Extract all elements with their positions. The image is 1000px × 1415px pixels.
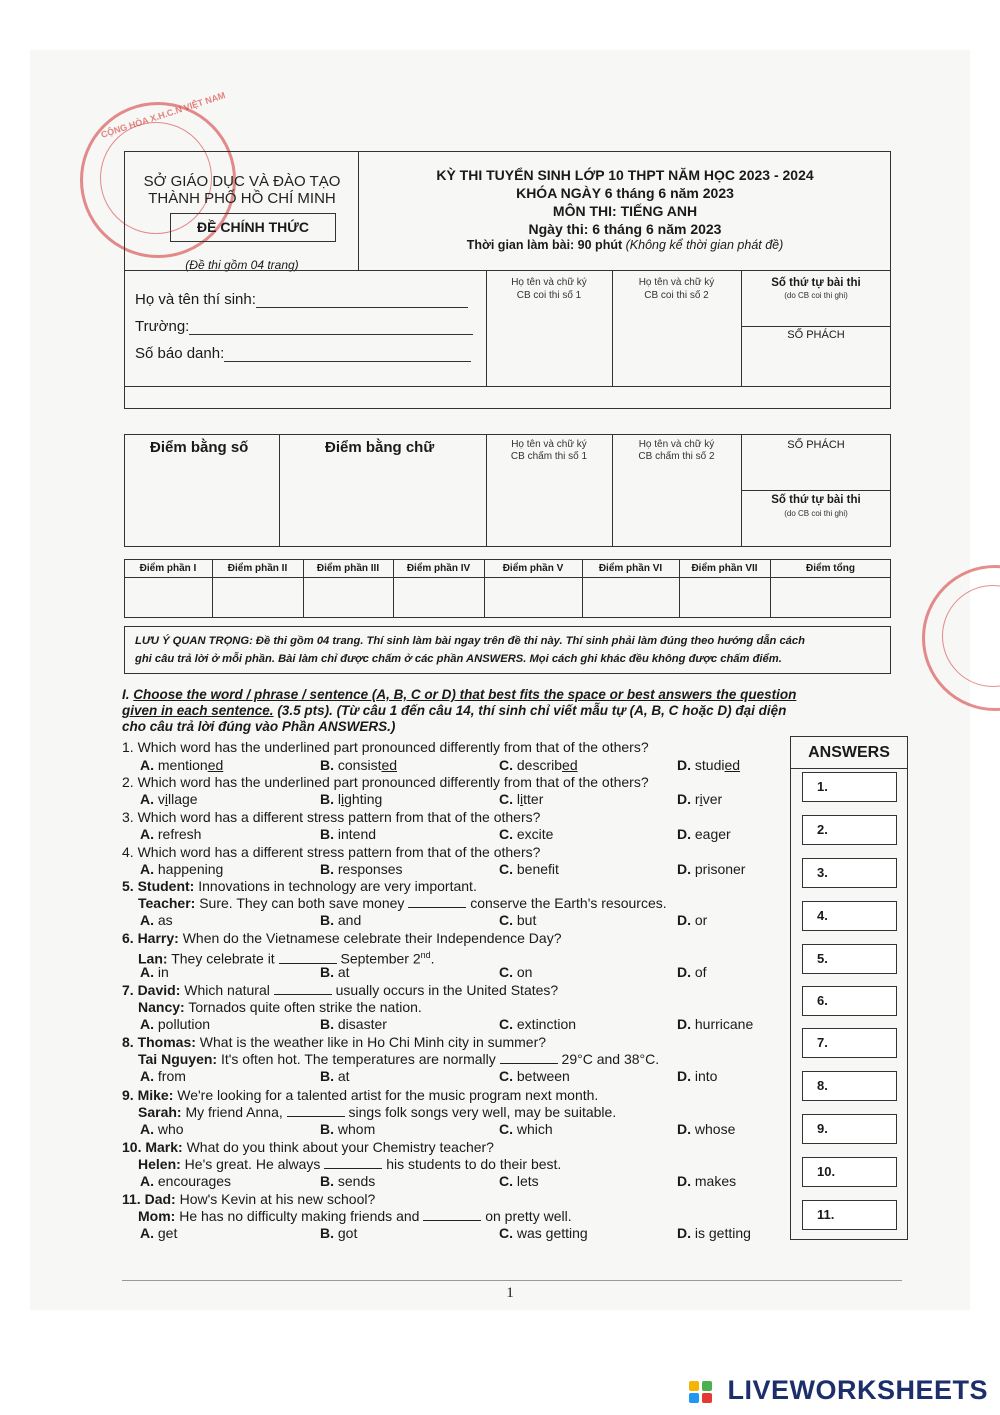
question-7-line-2 [138, 999, 422, 1015]
speaker-name: Tai Nguyen: [138, 1051, 218, 1067]
exam-subject: MÔN THI: TIẾNG ANH [552, 203, 698, 219]
line-text: 29°C and 38°C. [557, 1051, 660, 1067]
option-underlined: i [520, 791, 524, 807]
option-letter: D. [677, 757, 691, 773]
question-10-option-a [140, 1173, 231, 1189]
option-letter: C. [499, 861, 513, 877]
option-underlined: ed [562, 757, 578, 773]
line-text: Tornados quite often strike the nation. [184, 999, 422, 1015]
option-text: hurricane [694, 1016, 754, 1032]
option-letter: A. [140, 912, 154, 928]
duration-text: Thời gian làm bài: 90 phút [466, 238, 623, 252]
option-text: at [337, 964, 350, 980]
answer-box-3[interactable]: 3. [802, 858, 897, 888]
question-8-option-a [140, 1068, 186, 1084]
question-9-option-d [677, 1121, 735, 1137]
option-letter: D. [677, 1068, 691, 1084]
proctor2-line1: Họ tên và chữ ký [638, 277, 715, 288]
question-5-line-2 [138, 895, 667, 911]
option-underlined: ed [381, 757, 398, 773]
proctor2-line2: CB coi thi số 2 [644, 290, 709, 301]
option-letter: D. [677, 1121, 691, 1137]
option-letter: B. [320, 861, 334, 877]
line-text: We're looking for a talented artist for the music program next month. [173, 1087, 599, 1103]
answer-box-5[interactable]: 5. [802, 944, 897, 974]
part-score-label-7: Điểm phần VII [691, 563, 758, 574]
question-10-option-c [499, 1173, 539, 1189]
option-text: mention [157, 757, 208, 773]
question-10-line-2 [138, 1156, 561, 1172]
question-8-option-d [677, 1068, 717, 1084]
question-4-option-a [140, 861, 223, 877]
question-4-option-b [320, 861, 402, 877]
option-text: but [516, 912, 537, 928]
question-10-line-1 [122, 1139, 494, 1155]
question-11-line-1 [122, 1191, 375, 1207]
option-letter: C. [499, 1068, 513, 1084]
line-text: They celebrate it [167, 950, 279, 967]
answers-title: ANSWERS [808, 744, 890, 761]
question-11-option-b [320, 1225, 357, 1241]
answer-box-7[interactable]: 7. [802, 1028, 897, 1058]
option-text: benefit [516, 861, 559, 877]
answer-blank[interactable] [274, 982, 332, 995]
question-4-stem: 4. Which word has a different stress pattern from that of the others? [122, 844, 541, 860]
option-letter: D. [677, 861, 691, 877]
option-text: between [516, 1068, 570, 1084]
line-text: My friend Anna, [181, 1104, 287, 1120]
line-text: Which natural [180, 982, 274, 998]
option-underlined: ed [207, 757, 224, 773]
answer-box-8[interactable]: 8. [802, 1071, 897, 1101]
part-score-label-3: Điểm phần III [316, 563, 380, 574]
question-4-option-d [677, 861, 745, 877]
question-7-option-a [140, 1016, 210, 1032]
option-text: encourages [157, 1173, 232, 1189]
question-8-option-c [499, 1068, 570, 1084]
option-text: which [516, 1121, 553, 1137]
line-text: . [430, 950, 435, 967]
proctor1-line2: CB coi thi số 1 [516, 290, 582, 301]
option-text: intend [337, 826, 377, 842]
speaker-name: 5. Student: [122, 878, 195, 894]
official-label: ĐỀ CHÍNH THỨC [197, 219, 309, 235]
option-letter: B. [320, 964, 334, 980]
option-letter: B. [320, 1016, 334, 1032]
org-name-line1: SỞ GIÁO DỤC VÀ ĐÀO TẠO [143, 173, 341, 190]
option-letter: D. [677, 912, 691, 928]
section-instructions [122, 687, 902, 735]
part-score-label-8: Điểm tổng [806, 563, 855, 574]
option-text: in [157, 964, 169, 980]
candidate-id-line [224, 347, 471, 362]
option-letter: B. [320, 1225, 334, 1241]
line-text: What do you think about your Chemistry teacher? [182, 1139, 494, 1155]
question-1-option-a [140, 757, 223, 773]
option-text: lets [516, 1173, 539, 1189]
answer-box-1[interactable]: 1. [802, 772, 897, 802]
option-letter: A. [140, 1068, 154, 1084]
answer-box-6[interactable]: 6. [802, 986, 897, 1016]
school-line [189, 320, 473, 335]
question-2-option-a [140, 791, 198, 807]
question-6-line-1 [122, 930, 561, 946]
answer-blank[interactable] [500, 1051, 558, 1064]
option-text: ver [702, 791, 723, 807]
option-text: llage [168, 791, 198, 807]
section-number: I. [122, 687, 130, 702]
score-in-numbers: Điểm bằng số [150, 439, 249, 456]
answer-blank[interactable] [279, 951, 337, 964]
question-7-option-b [320, 1016, 387, 1032]
line-text: sings folk songs very well, may be suitable. [344, 1104, 617, 1120]
option-letter: B. [320, 1173, 334, 1189]
option-text: of [694, 964, 707, 980]
question-1-option-d [677, 757, 740, 773]
option-letter: A. [140, 1225, 154, 1241]
speaker-name: 7. David: [122, 982, 181, 998]
proctor1-line1: Họ tên và chữ ký [511, 277, 587, 288]
option-text: or [694, 912, 708, 928]
option-letter: C. [499, 1016, 513, 1032]
speaker-name: Mom: [138, 1208, 176, 1224]
option-text: studi [694, 757, 725, 773]
grading-order-label: Số thứ tự bài thi [771, 494, 861, 506]
speaker-name: Lan: [138, 950, 168, 967]
speaker-name: Helen: [138, 1156, 181, 1172]
option-letter: B. [320, 1068, 334, 1084]
question-3-option-a [140, 826, 201, 842]
question-7-option-c [499, 1016, 576, 1032]
line-text: He's great. He always [180, 1156, 325, 1172]
question-9-line-1 [122, 1087, 598, 1103]
question-5-option-d [677, 912, 707, 928]
option-text: excite [516, 826, 554, 842]
duration-note: (Không kể thời gian phát đề) [625, 238, 784, 252]
exam-session: KHÓA NGÀY 6 tháng 6 năm 2023 [516, 185, 734, 201]
ordinal-suffix: nd [420, 950, 431, 960]
speaker-name: 11. Dad: [122, 1191, 176, 1207]
option-underlined: i [699, 791, 703, 807]
candidate-name-label: Họ và tên thí sinh: [135, 291, 256, 308]
answer-box-11[interactable]: 11. [802, 1200, 897, 1230]
option-letter: A. [140, 826, 154, 842]
question-6-option-d [677, 964, 707, 980]
question-5-option-b [320, 912, 361, 928]
option-text: disaster [337, 1016, 387, 1032]
score-in-words: Điểm bằng chữ [325, 439, 435, 456]
option-text: tter [523, 791, 544, 807]
question-8-line-2 [138, 1051, 659, 1067]
line-text: Sure. They can both save money [195, 895, 409, 911]
option-text: at [337, 1068, 350, 1084]
org-name-line2: THÀNH PHỐ HỒ CHÍ MINH [148, 190, 336, 207]
option-text: consist [337, 757, 382, 773]
option-letter: C. [499, 1225, 513, 1241]
option-text: is getting [694, 1225, 751, 1241]
question-5-line-1 [122, 878, 477, 894]
option-underlined: ed [724, 757, 741, 773]
option-text: eager [694, 826, 731, 842]
question-7-line-1 [122, 982, 558, 998]
speaker-name: Nancy: [138, 999, 185, 1015]
option-letter: A. [140, 1016, 154, 1032]
line-text: Innovations in technology are very important. [194, 878, 477, 894]
option-letter: D. [677, 964, 691, 980]
option-letter: C. [499, 757, 513, 773]
option-letter: C. [499, 912, 513, 928]
option-text: describ [516, 757, 563, 773]
line-text: usually occurs in the United States? [331, 982, 559, 998]
answer-box-10[interactable]: 10. [802, 1157, 897, 1187]
option-text: got [337, 1225, 358, 1241]
option-text: responses [337, 861, 403, 877]
page-number: 1 [506, 1285, 514, 1301]
part-score-label-1: Điểm phần I [139, 563, 197, 574]
candidate-id-field[interactable] [135, 345, 471, 362]
option-letter: D. [677, 826, 691, 842]
liveworksheets-brand: LIVEWORKSHEETS [727, 1375, 988, 1405]
speaker-name: 9. Mike: [122, 1087, 174, 1103]
line-text: It's often hot. The temperatures are normally [217, 1051, 500, 1067]
option-text: from [157, 1068, 186, 1084]
option-text: l [337, 791, 342, 807]
option-letter: D. [677, 791, 691, 807]
option-text: as [157, 912, 173, 928]
line-text: his students to do their best. [382, 1156, 562, 1172]
option-text: v [157, 791, 165, 807]
section-line2a: given in each sentence. [122, 703, 274, 718]
option-letter: A. [140, 1121, 154, 1137]
option-letter: A. [140, 964, 154, 980]
option-letter: C. [499, 964, 513, 980]
question-3-option-b [320, 826, 376, 842]
pages-note: (Đề thi gồm 04 trang) [185, 258, 299, 272]
secret-code-label: SỐ PHÁCH [787, 329, 845, 341]
question-8-line-1 [122, 1034, 546, 1050]
option-letter: A. [140, 1173, 154, 1189]
question-2-option-b [320, 791, 382, 807]
option-underlined: i [164, 791, 169, 807]
candidate-id-label: Số báo danh: [135, 345, 225, 362]
question-1-option-b [320, 757, 397, 773]
candidate-name-field[interactable] [135, 291, 468, 308]
line-text: on pretty well. [481, 1208, 572, 1224]
question-11-option-a [140, 1225, 177, 1241]
line-text: conserve the Earth's resources. [466, 895, 667, 911]
question-3-option-d [677, 826, 731, 842]
question-2-stem: 2. Which word has the underlined part pronounced differently from that of the others? [122, 774, 649, 790]
option-letter: A. [140, 791, 154, 807]
option-text: happening [157, 861, 224, 877]
question-11-line-2 [138, 1208, 572, 1224]
part-score-label-2: Điểm phần II [227, 563, 288, 574]
grading-order-note: (do CB coi thi ghi) [784, 509, 848, 518]
question-10-option-b [320, 1173, 375, 1189]
option-text: on [516, 964, 533, 980]
option-text: r [694, 791, 700, 807]
question-11-option-d [677, 1225, 751, 1241]
option-letter: B. [320, 912, 334, 928]
option-letter: C. [499, 791, 513, 807]
section-line1: Choose the word / phrase / sentence (A, B, C or D) that best fits the space or best answers the question [133, 687, 797, 702]
question-6-option-c [499, 964, 532, 980]
option-text: prisoner [694, 861, 746, 877]
option-letter: C. [499, 1173, 513, 1189]
option-text: makes [694, 1173, 737, 1189]
line-text: September 2 [336, 950, 421, 967]
option-text: who [157, 1121, 184, 1137]
answer-blank[interactable] [423, 1208, 481, 1221]
question-6-option-a [140, 964, 169, 980]
option-letter: A. [140, 757, 154, 773]
option-text: was getting [516, 1225, 588, 1241]
note-line2: ghi câu trả lời ở mỗi phần. Bài làm chỉ được chấm ở các phần ANSWERS. Mọi cách ghi khác đều không được chấm điểm. [135, 653, 782, 665]
order-number-note: (do CB coi thi ghi) [784, 291, 848, 300]
question-9-line-2 [138, 1104, 616, 1120]
option-text: ghting [344, 791, 383, 807]
note-line1: LƯU Ý QUAN TRỌNG: Đề thi gồm 04 trang. Thí sinh làm bài ngay trên đề thi này. Thí sinh phải làm đúng theo hướng dẫn cách [135, 635, 805, 647]
exam-duration [362, 238, 888, 252]
option-text: sends [337, 1173, 376, 1189]
option-letter: C. [499, 826, 513, 842]
question-9-option-b [320, 1121, 375, 1137]
answer-box-9[interactable]: 9. [802, 1114, 897, 1144]
question-9-option-a [140, 1121, 184, 1137]
question-8-option-b [320, 1068, 350, 1084]
option-letter: D. [677, 1225, 691, 1241]
order-number-label: Số thứ tự bài thi [771, 277, 861, 289]
question-11-option-c [499, 1225, 588, 1241]
option-text: into [694, 1068, 718, 1084]
answer-box-2[interactable]: 2. [802, 815, 897, 845]
option-letter: C. [499, 1121, 513, 1137]
question-1-stem: 1. Which word has the underlined part pronounced differently from that of the others? [122, 739, 649, 755]
grader2-line2: CB chấm thi số 2 [638, 451, 715, 462]
school-label: Trường: [135, 318, 190, 335]
question-2-option-d [677, 791, 722, 807]
question-6-line-2 [138, 947, 435, 967]
question-1-option-c [499, 757, 578, 773]
section-line2b: (3.5 pts). (Từ câu 1 đến câu 14, thí sinh chỉ viết mẫu tự (A, B, C hoặc D) đại diện [273, 703, 787, 718]
liveworksheets-logo-icon [688, 1379, 714, 1405]
option-letter: D. [677, 1016, 691, 1032]
part-score-label-4: Điểm phần IV [406, 563, 471, 574]
footer-rule [122, 1280, 902, 1281]
answer-blank[interactable] [408, 895, 466, 908]
question-3-stem: 3. Which word has a different stress pattern from that of the others? [122, 809, 541, 825]
speaker-name: Sarah: [138, 1104, 182, 1120]
grading-secret-code: SỐ PHÁCH [787, 439, 845, 451]
question-5-option-a [140, 912, 173, 928]
question-9-option-c [499, 1121, 553, 1137]
exam-title: KỲ THI TUYỂN SINH LỚP 10 THPT NĂM HỌC 2023 - 2024 [436, 167, 814, 183]
grader1-line2: CB chấm thi số 1 [510, 451, 588, 462]
line-text: When do the Vietnamese celebrate their Independence Day? [178, 930, 562, 946]
line-text: How's Kevin at his new school? [175, 1191, 376, 1207]
option-text: extinction [516, 1016, 577, 1032]
question-10-option-d [677, 1173, 736, 1189]
speaker-name: Teacher: [138, 895, 196, 911]
question-6-option-b [320, 964, 350, 980]
option-text: l [516, 791, 521, 807]
option-text: whom [337, 1121, 376, 1137]
answer-blank[interactable] [287, 1104, 345, 1117]
option-text: and [337, 912, 362, 928]
question-7-option-d [677, 1016, 753, 1032]
grader1-line1: Họ tên và chữ ký [511, 439, 587, 450]
option-letter: D. [677, 1173, 691, 1189]
exam-day: Ngày thi: 6 tháng 6 năm 2023 [528, 221, 722, 237]
option-letter: B. [320, 757, 334, 773]
speaker-name: 10. Mark: [122, 1139, 183, 1155]
option-text: whose [694, 1121, 736, 1137]
option-text: get [157, 1225, 178, 1241]
part-score-label-6: Điểm phần VI [598, 563, 663, 574]
option-text: pollution [157, 1016, 211, 1032]
option-text: refresh [157, 826, 202, 842]
speaker-name: 6. Harry: [122, 930, 179, 946]
part-score-label-5: Điểm phần V [502, 563, 564, 574]
answer-blank[interactable] [324, 1156, 382, 1169]
question-3-option-c [499, 826, 553, 842]
question-4-option-c [499, 861, 559, 877]
answer-box-4[interactable]: 4. [802, 901, 897, 931]
section-line3: cho câu trả lời đúng vào Phần ANSWERS.) [122, 719, 396, 734]
candidate-name-line [256, 293, 468, 308]
option-letter: B. [320, 791, 334, 807]
question-2-option-c [499, 791, 543, 807]
option-underlined: i [341, 791, 345, 807]
line-text: He has no difficulty making friends and [175, 1208, 424, 1224]
option-letter: A. [140, 861, 154, 877]
school-field[interactable] [135, 318, 473, 335]
line-text: What is the weather like in Ho Chi Minh city in summer? [195, 1034, 547, 1050]
grader2-line1: Họ tên và chữ ký [638, 439, 715, 450]
stamp-caption: CỘNG HÒA X.H.C.N VIỆT NAM [99, 90, 227, 140]
option-letter: B. [320, 826, 334, 842]
question-5-option-c [499, 912, 536, 928]
option-letter: B. [320, 1121, 334, 1137]
speaker-name: 8. Thomas: [122, 1034, 196, 1050]
